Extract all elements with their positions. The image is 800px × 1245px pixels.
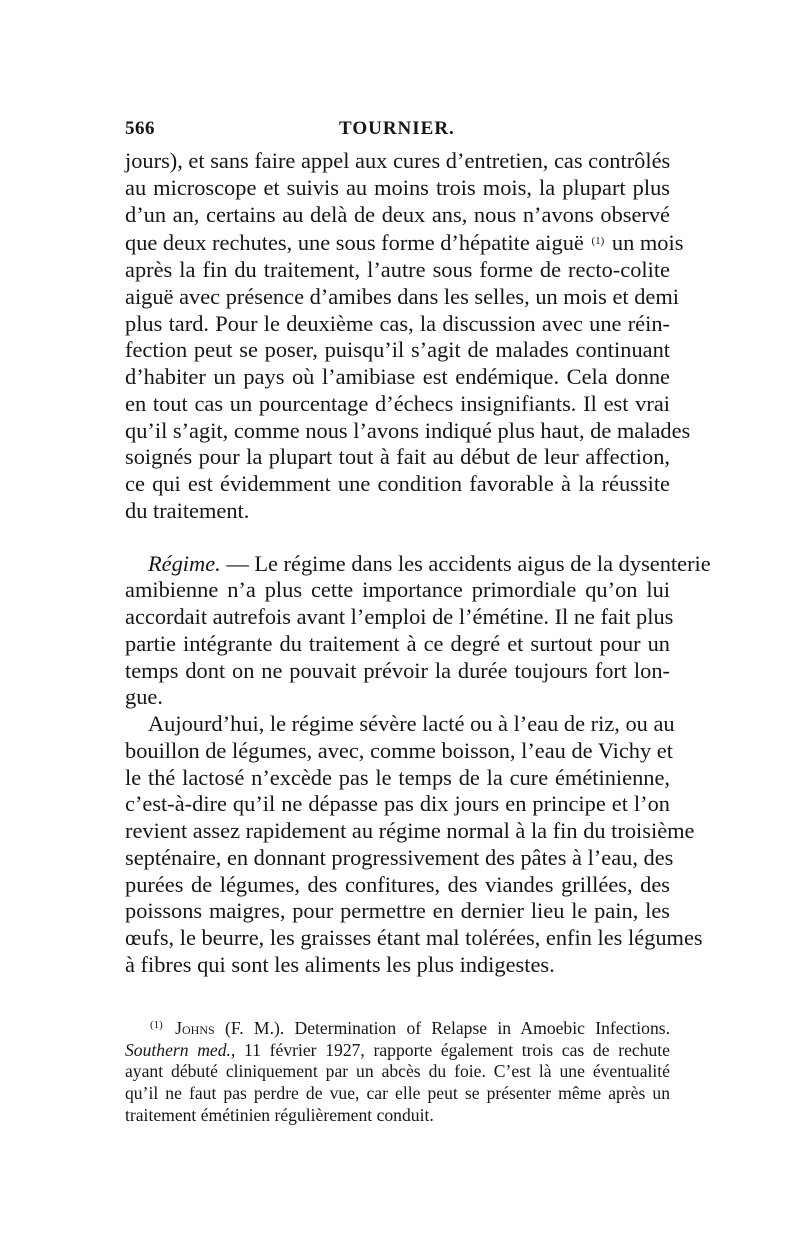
- text-segment: — Le régime dans les accidents aigus de la dysenterie: [226, 550, 711, 576]
- page-header: [125, 118, 670, 152]
- paragraph-gap: [125, 525, 670, 551]
- text-line: septénaire, en donnant progressivement des pâtes à l’eau, des: [125, 844, 674, 870]
- footnote-line: traitement émétinien régulièrement conduit.: [125, 1104, 434, 1125]
- page-number: 566: [125, 118, 155, 139]
- text-line: Aujourd’hui, le régime sévère lacté ou à l’eau de riz, ou au: [148, 711, 675, 736]
- footnote-mark: (1): [150, 1019, 163, 1031]
- footnote-line: qu’il ne faut pas perdre de vue, car elle peut se présenter même après un: [125, 1083, 670, 1104]
- text-line: gue.: [125, 684, 163, 710]
- text-line: œufs, le beurre, les graisses étant mal tolérées, enfin les légumes: [125, 925, 703, 950]
- text-line: au microscope et suivis au moins trois mois, la plupart plus: [125, 174, 670, 200]
- text-line: aiguë avec présence d’amibes dans les selles, un mois et demi: [125, 283, 679, 309]
- text-line: fection peut se poser, puisqu’il s’agit de malades continuant: [125, 337, 670, 363]
- text-line: du traitement.: [125, 497, 250, 523]
- text-line: amibienne n’a plus cette importance primordiale qu’on lui: [125, 577, 670, 603]
- text-line: purées de légumes, des confitures, des viandes grillées, des: [125, 871, 670, 897]
- text-line-with-note: [125, 228, 684, 257]
- text-segment: (F. M.). Determination of Relapse in Amoebic Infections.: [224, 1018, 670, 1038]
- text-line: accordait autrefois avant l’emploi de l’émétine. Il ne fait plus: [125, 604, 674, 629]
- main-text: [125, 148, 711, 979]
- text-line: jours), et sans faire appel aux cures d’entretien, cas contrôlés: [125, 148, 671, 173]
- footnote-journal: Southern med.,: [125, 1039, 236, 1060]
- running-head: TOURNIER.: [339, 118, 455, 139]
- text-line: après la fin du traitement, l’autre sous forme de recto-colite: [125, 257, 670, 282]
- text-line: bouillon de légumes, avec, comme boisson, l’eau de Vichy et: [125, 737, 673, 763]
- text-line: temps dont on ne pouvait prévoir la durée toujours fort lon-: [125, 657, 670, 683]
- text-line: ce qui est évidemment une condition favorable à la réussite: [125, 471, 670, 496]
- text-line: en tout cas un pourcentage d’échecs insignifiants. Il est vrai: [125, 390, 670, 416]
- section-heading: Régime.: [148, 550, 221, 576]
- footnote-line: [125, 1015, 670, 1040]
- text-line: poissons maigres, pour permettre en dernier lieu le pain, les: [125, 898, 670, 924]
- footnote-line: [125, 1040, 670, 1062]
- footnote-reference: (1): [591, 235, 605, 248]
- text-line: d’habiter un pays où l’amibiase est endémique. Cela donne: [125, 364, 670, 389]
- text-segment: que deux rechutes, une sous forme d’hépatite aiguë: [125, 230, 584, 256]
- text-line: d’un an, certains au delà de deux ans, nous n’avons observé: [125, 201, 670, 227]
- text-segment: 11 février 1927, rapporte également trois cas de rechute: [244, 1039, 670, 1060]
- text-segment: un mois: [611, 230, 684, 256]
- footnote-line: ayant débuté cliniquement par un abcès du foie. C’est là une éventualité: [125, 1061, 670, 1082]
- text-line: qu’il s’agit, comme nous l’avons indiqué plus haut, de malades: [125, 417, 691, 443]
- text-line: à fibres qui sont les aliments les plus indigestes.: [125, 951, 555, 977]
- text-line: soignés pour la plupart tout à fait au début de leur affection,: [125, 444, 670, 470]
- footnote: [125, 1015, 670, 1127]
- footnote-author: Johns: [175, 1018, 215, 1038]
- text-line-with-heading: [125, 550, 711, 578]
- text-line: revient assez rapidement au régime normal à la fin du troisième: [125, 818, 695, 843]
- text-line: plus tard. Pour le deuxième cas, la discussion avec une réin-: [125, 310, 670, 336]
- text-line: partie intégrante du traitement à ce degré et surtout pour un: [125, 630, 670, 656]
- text-line: c’est-à-dire qu’il ne dépasse pas dix jours en principe et l’on: [125, 791, 670, 817]
- text-line: le thé lactosé n’excède pas le temps de la cure émétinienne,: [125, 764, 670, 790]
